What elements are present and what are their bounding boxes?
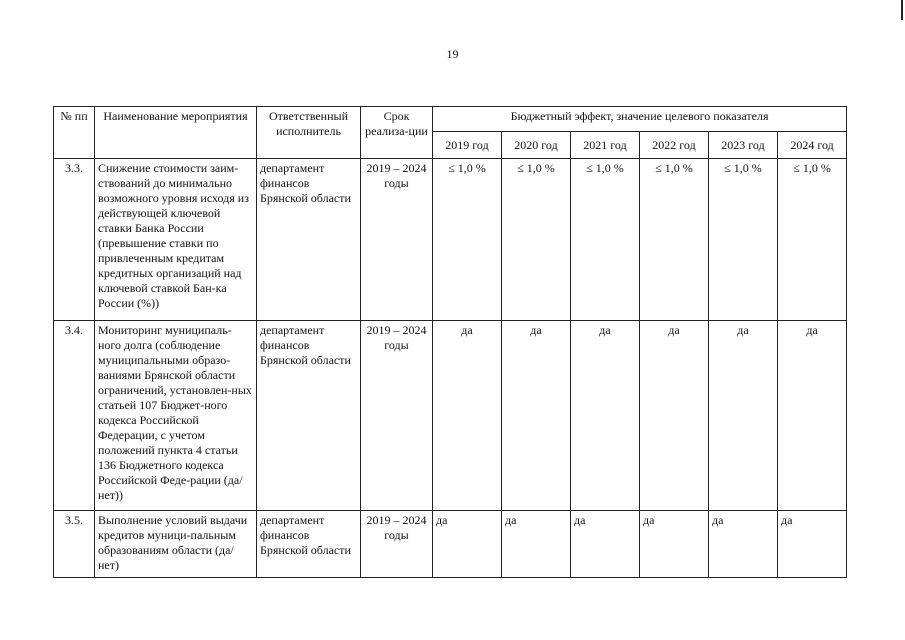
header-year-2020: 2020 год	[502, 132, 571, 159]
value-2023: да	[709, 321, 778, 511]
value-2024: ≤ 1,0 %	[778, 159, 847, 321]
value-2021: да	[571, 321, 640, 511]
activity-name: Снижение стоимости заим-ствований до минимально возможного уровня исходя из действующей ключевой ставки Банка России (превышение ставки по привлеченным кредитам кредитных организаций над ключевой ставкой Бан-ка России (%))	[95, 159, 257, 321]
header-year-2024: 2024 год	[778, 132, 847, 159]
row-number: 3.4.	[54, 321, 95, 511]
value-2024: да	[778, 511, 847, 578]
value-2020: ≤ 1,0 %	[502, 159, 571, 321]
header-responsible: Ответственный исполнитель	[257, 107, 361, 159]
implementation-term: 2019 – 2024 годы	[361, 159, 433, 321]
value-2021: ≤ 1,0 %	[571, 159, 640, 321]
page-number: 19	[446, 47, 459, 61]
header-year-2021: 2021 год	[571, 132, 640, 159]
value-2023: да	[709, 511, 778, 578]
implementation-term: 2019 – 2024 годы	[361, 321, 433, 511]
value-2023: ≤ 1,0 %	[709, 159, 778, 321]
header-year-2019: 2019 год	[433, 132, 502, 159]
header-name: Наименование мероприятия	[95, 107, 257, 159]
responsible-executor: департамент финансов Брянской области	[257, 159, 361, 321]
activity-name: Выполнение условий выдачи кредитов муници-пальным образованиям области (да/нет)	[95, 511, 257, 578]
value-2022: да	[640, 321, 709, 511]
table-row	[54, 321, 847, 511]
value-2019: да	[433, 321, 502, 511]
header-num: № пп	[54, 107, 95, 159]
value-2020: да	[502, 511, 571, 578]
header-year-2023: 2023 год	[709, 132, 778, 159]
activity-name: Мониторинг муниципаль-ного долга (соблюдение муниципальными образо-ваниями Брянской области ограничений, установлен-ных статьей 107 Бюджет-ного кодекса Российской Федерации, с учетом положений пункта 4 статьи 136 Бюджетного кодекса Российской Феде-рации (да/нет))	[95, 321, 257, 511]
row-number: 3.5.	[54, 511, 95, 578]
responsible-executor: департамент финансов Брянской области	[257, 321, 361, 511]
header-term: Срок реализа-ции	[361, 107, 433, 159]
value-2020: да	[502, 321, 571, 511]
value-2019: ≤ 1,0 %	[433, 159, 502, 321]
table-row	[54, 159, 847, 321]
table-row	[54, 511, 847, 578]
value-2019: да	[433, 511, 502, 578]
row-number: 3.3.	[54, 159, 95, 321]
budget-effect-table	[53, 106, 847, 578]
value-2022: ≤ 1,0 %	[640, 159, 709, 321]
value-2022: да	[640, 511, 709, 578]
header-year-2022: 2022 год	[640, 132, 709, 159]
header-budget-effect: Бюджетный эффект, значение целевого показателя	[433, 107, 847, 132]
page-edge-mark	[901, 0, 903, 20]
implementation-term: 2019 – 2024 годы	[361, 511, 433, 578]
value-2021: да	[571, 511, 640, 578]
responsible-executor: департамент финансов Брянской области	[257, 511, 361, 578]
value-2024: да	[778, 321, 847, 511]
